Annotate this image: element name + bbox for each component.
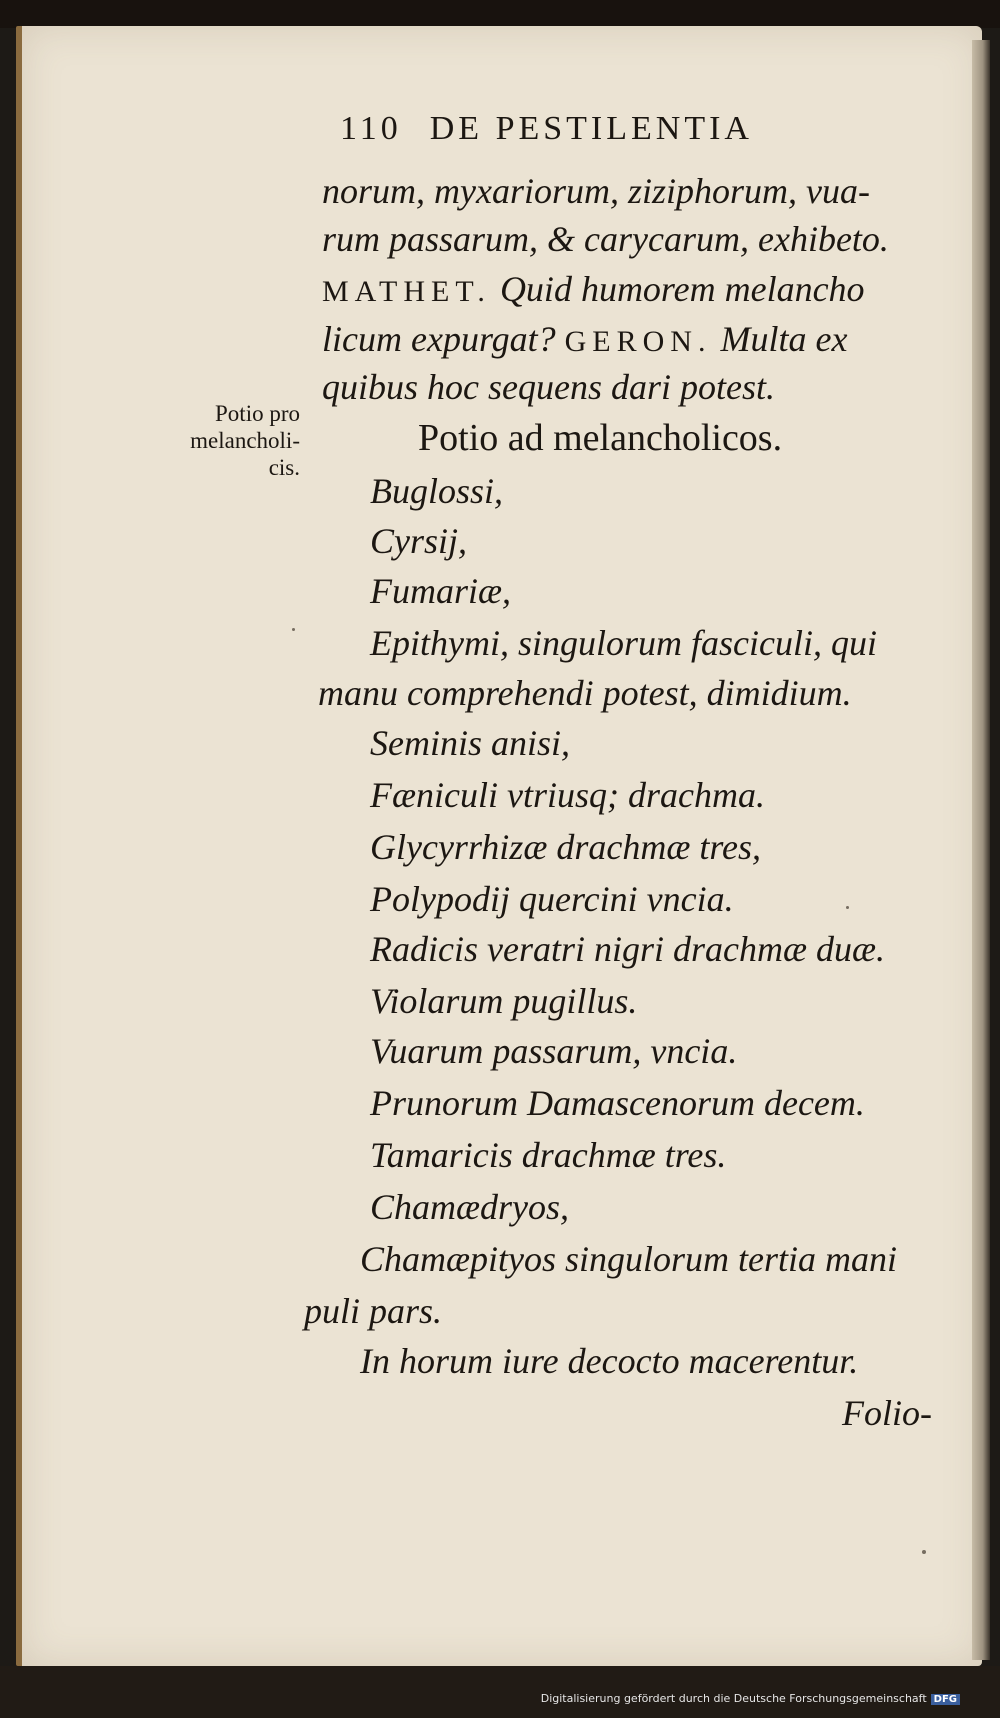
scan-top-border [0, 0, 1000, 28]
body-line-4-tail: Multa ex [720, 319, 848, 359]
dfg-logo: DFG [931, 1694, 960, 1705]
page-edge-shadow [972, 40, 990, 1660]
recipe-line: puli pars. [304, 1291, 443, 1331]
recipe-line: In horum iure decocto macerentur. [360, 1341, 859, 1381]
recipe-line: Violarum pugillus. [370, 981, 638, 1021]
margin-note-line: cis. [268, 455, 300, 480]
recipe-line: Buglossi, [370, 471, 504, 511]
recipe-line: Prunorum Damascenorum decem. [370, 1083, 865, 1123]
recipe-line: Polypodij quercini vncia. [370, 879, 734, 919]
recipe-line: Glycyrrhizæ drachmæ tres, [370, 827, 761, 867]
recipe-line: Radicis veratri nigri drachmæ duæ. [370, 929, 885, 969]
digitization-credit [541, 1692, 960, 1705]
recipe-line: Chamædryos, [370, 1187, 570, 1227]
recipe-line: Vuarum passarum, vncia. [370, 1031, 738, 1071]
running-head [340, 110, 753, 148]
recipe-line: Epithymi, singulorum fasciculi, qui [370, 623, 877, 663]
recipe-line: Seminis anisi, [370, 723, 571, 763]
ink-speck [292, 628, 295, 631]
ink-speck [846, 906, 849, 909]
body-line-1: norum, myxariorum, ziziphorum, vua- [322, 171, 870, 211]
recipe-line: Tamaricis drachmæ tres. [370, 1135, 727, 1175]
catchword: Folio- [842, 1393, 932, 1433]
recipe-line: manu comprehendi potest, dimidium. [318, 673, 852, 713]
margin-note-line: Potio pro [215, 401, 300, 426]
body-line-4-text: licum expurgat? [322, 319, 556, 359]
body-line-3 [322, 268, 865, 310]
recipe-line: Cyrsij, [370, 521, 468, 561]
speaker-geron: GERON. [564, 325, 712, 358]
credit-text: Digitalisierung gefördert durch die Deutsche Forschungsgemeinschaft [540, 1692, 927, 1705]
recipe-line: Chamæpityos singulorum tertia mani [360, 1239, 898, 1279]
margin-note [160, 400, 300, 481]
speaker-mathet: MATHET. [322, 275, 491, 308]
body-line-4 [322, 318, 847, 360]
running-title: DE PESTILENTIA [429, 110, 753, 147]
recipe-title: Potio ad melancholicos. [418, 417, 783, 459]
margin-note-line: melancholi- [190, 428, 300, 453]
body-line-3-text: Quid humorem melancho [499, 269, 865, 309]
body-line-2: rum passarum, & carycarum, exhibeto. [322, 219, 889, 259]
recipe-line: Fumariæ, [370, 571, 512, 611]
body-line-5: quibus hoc sequens dari potest. [322, 367, 775, 407]
page-number: 110 [340, 110, 402, 147]
ink-speck [922, 1550, 926, 1554]
recipe-line: Fæniculi vtriusq; drachma. [370, 775, 765, 815]
